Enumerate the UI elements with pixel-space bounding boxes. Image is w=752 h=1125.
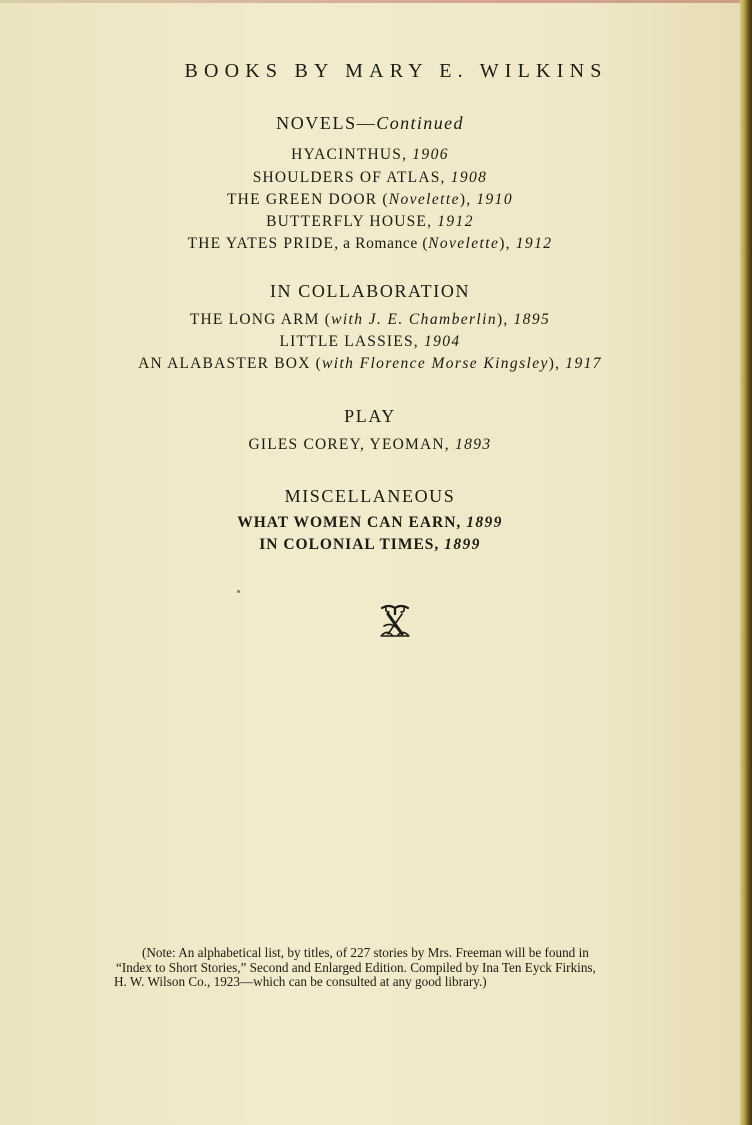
item-title: GILES COREY, YEOMAN, bbox=[248, 436, 455, 453]
item-sep: ), bbox=[497, 311, 514, 328]
item-note: with Florence Morse Kingsley bbox=[322, 355, 549, 372]
item-year: 1906 bbox=[412, 146, 449, 163]
item-note: with J. E. Chamberlin bbox=[331, 311, 497, 328]
item-year: 1912 bbox=[437, 213, 474, 230]
footnote bbox=[114, 946, 674, 990]
novel-item bbox=[0, 146, 740, 164]
item-year: 1917 bbox=[565, 355, 602, 372]
item-sep: ), bbox=[499, 235, 516, 252]
item-year: 1908 bbox=[450, 169, 488, 186]
footnote-line: (Note: An alphabetical list, by titles, of 227 stories by Mrs. Freeman will be found in bbox=[142, 945, 589, 960]
item-title: THE YATES PRIDE bbox=[187, 235, 335, 252]
item-year: 1910 bbox=[476, 191, 513, 208]
novels-heading bbox=[0, 113, 740, 134]
item-title: WHAT WOMEN CAN EARN, bbox=[237, 514, 467, 531]
footnote-line: “Index to Short Stories,” Second and Enlarged Edition. Compiled by Ina Ten Eyck Firkins, bbox=[116, 959, 596, 975]
miscellaneous-item bbox=[0, 514, 740, 532]
novels-heading-continued: Continued bbox=[376, 113, 464, 133]
play-heading: PLAY bbox=[344, 406, 396, 426]
novel-item bbox=[0, 169, 740, 187]
item-year: 1904 bbox=[423, 333, 461, 350]
miscellaneous-item bbox=[0, 536, 740, 554]
item-title: SHOULDERS OF ATLAS, bbox=[252, 169, 451, 186]
item-title: BUTTERFLY HOUSE, bbox=[266, 213, 438, 230]
page-top-edge bbox=[0, 0, 752, 3]
printer-ornament-icon bbox=[377, 602, 413, 638]
paper-speck bbox=[237, 590, 240, 593]
novel-item bbox=[0, 191, 740, 209]
item-title: HYACINTHUS, bbox=[291, 146, 413, 163]
miscellaneous-heading: MISCELLANEOUS bbox=[284, 486, 456, 506]
item-title: THE LONG ARM ( bbox=[189, 311, 332, 328]
item-title: IN COLONIAL TIMES, bbox=[259, 536, 445, 553]
novel-item bbox=[0, 213, 740, 231]
item-subtitle: , a Romance ( bbox=[334, 235, 429, 252]
footnote-line: H. W. Wilson Co., 1923—which can be consulted at any good library.) bbox=[114, 974, 487, 989]
item-year: 1893 bbox=[454, 436, 492, 453]
item-note: Novelette bbox=[428, 235, 500, 252]
item-sep: ), bbox=[548, 355, 566, 372]
item-year: 1912 bbox=[515, 235, 553, 252]
collaboration-item bbox=[0, 355, 740, 373]
novels-heading-label: NOVELS— bbox=[276, 113, 377, 133]
item-year: 1899 bbox=[466, 514, 503, 531]
play-item bbox=[0, 436, 740, 454]
item-title: THE GREEN DOOR ( bbox=[227, 191, 389, 208]
item-note: Novelette bbox=[388, 191, 460, 208]
collaboration-item bbox=[0, 333, 740, 351]
item-title: AN ALABASTER BOX ( bbox=[138, 355, 323, 372]
item-sep: ), bbox=[459, 191, 477, 208]
collaboration-heading: IN COLLABORATION bbox=[269, 281, 471, 301]
collaboration-item bbox=[0, 311, 740, 329]
page-header: BOOKS BY MARY E. WILKINS bbox=[184, 60, 608, 82]
novel-item bbox=[0, 235, 740, 253]
item-year: 1895 bbox=[513, 311, 551, 328]
book-spine-edge bbox=[740, 0, 752, 1125]
item-title: LITTLE LASSIES, bbox=[279, 333, 424, 350]
item-year: 1899 bbox=[444, 536, 481, 553]
